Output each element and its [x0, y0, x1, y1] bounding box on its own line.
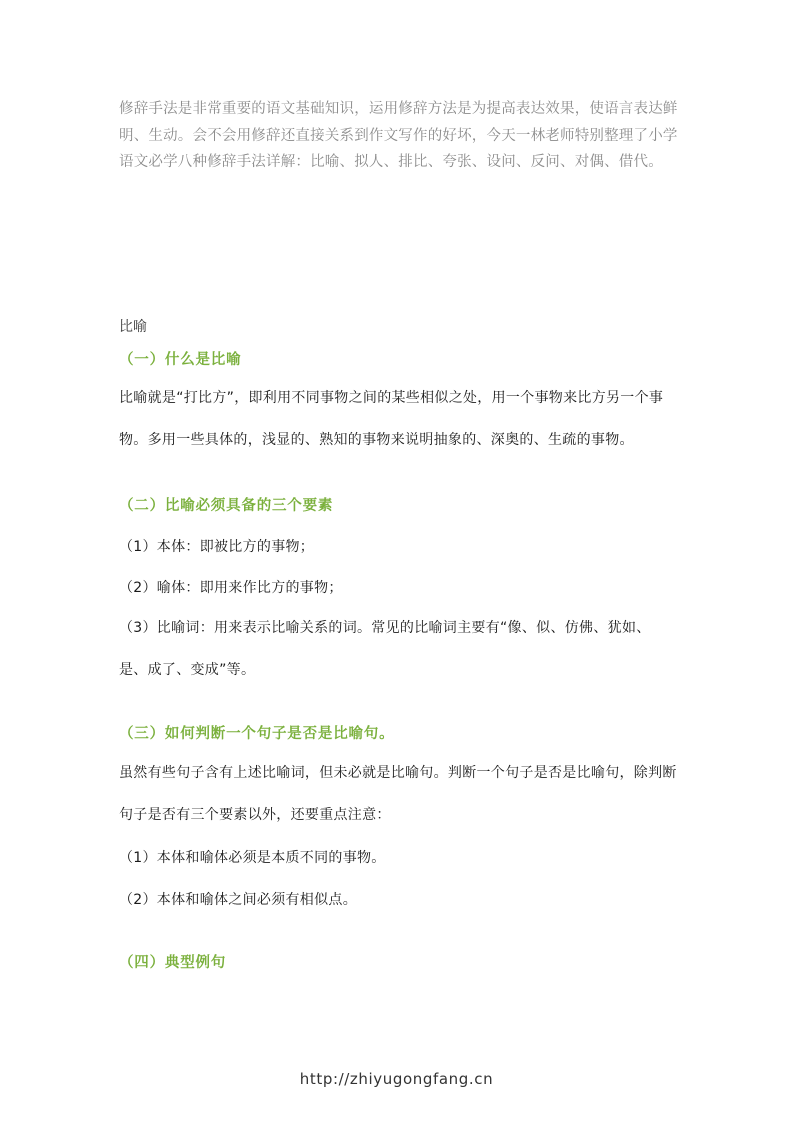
footer-url: http://zhiyugongfang.cn: [299, 1070, 494, 1088]
judge-paragraph: 虽然有些句子含有上述比喻词，但未必就是比喻句。判断一个句子是否是比喻句，除判断句子是否有三个要素以外，还要重点注意：: [119, 765, 677, 823]
heading-what-is-metaphor: （一）什么是比喻: [119, 352, 242, 368]
judge-item-similarity: （2）本体和喻体之间必须有相似点。: [119, 892, 358, 908]
metaphor-definition-paragraph: 比喻就是“打比方”，即利用不同事物之间的某些相似之处，用一个事物来比方另一个事物。多用一些具体的，浅显的、熟知的事物来说明抽象的、深奥的、生疏的事物。: [119, 390, 664, 448]
section-label: 比喻: [119, 319, 147, 335]
element-item-comparator: （3）比喻词：用来表示比喻关系的词。常见的比喻词主要有“像、似、仿佛、犹如、是、成了、变成”等。: [119, 620, 651, 678]
intro-paragraph: 修辞手法是非常重要的语文基础知识，运用修辞方法是为提高表达效果，使语言表达鲜明、生动。会不会用修辞还直接关系到作文写作的好坏，今天一林老师特别整理了小学语文必学八种修辞手法详解：比喻、拟人、排比、夸张、设问、反问、对偶、借代。: [119, 101, 678, 170]
heading-three-elements: （二）比喻必须具备的三个要素: [119, 498, 334, 514]
element-item-tenor: （1）本体：即被比方的事物；: [119, 539, 315, 555]
judge-item-different-nature: （1）本体和喻体必须是本质不同的事物。: [119, 850, 386, 866]
heading-how-to-judge: （三）如何判断一个句子是否是比喻句。: [119, 726, 395, 742]
element-item-vehicle: （2）喻体：即用来作比方的事物；: [119, 580, 343, 596]
heading-typical-examples: （四）典型例句: [119, 955, 227, 971]
